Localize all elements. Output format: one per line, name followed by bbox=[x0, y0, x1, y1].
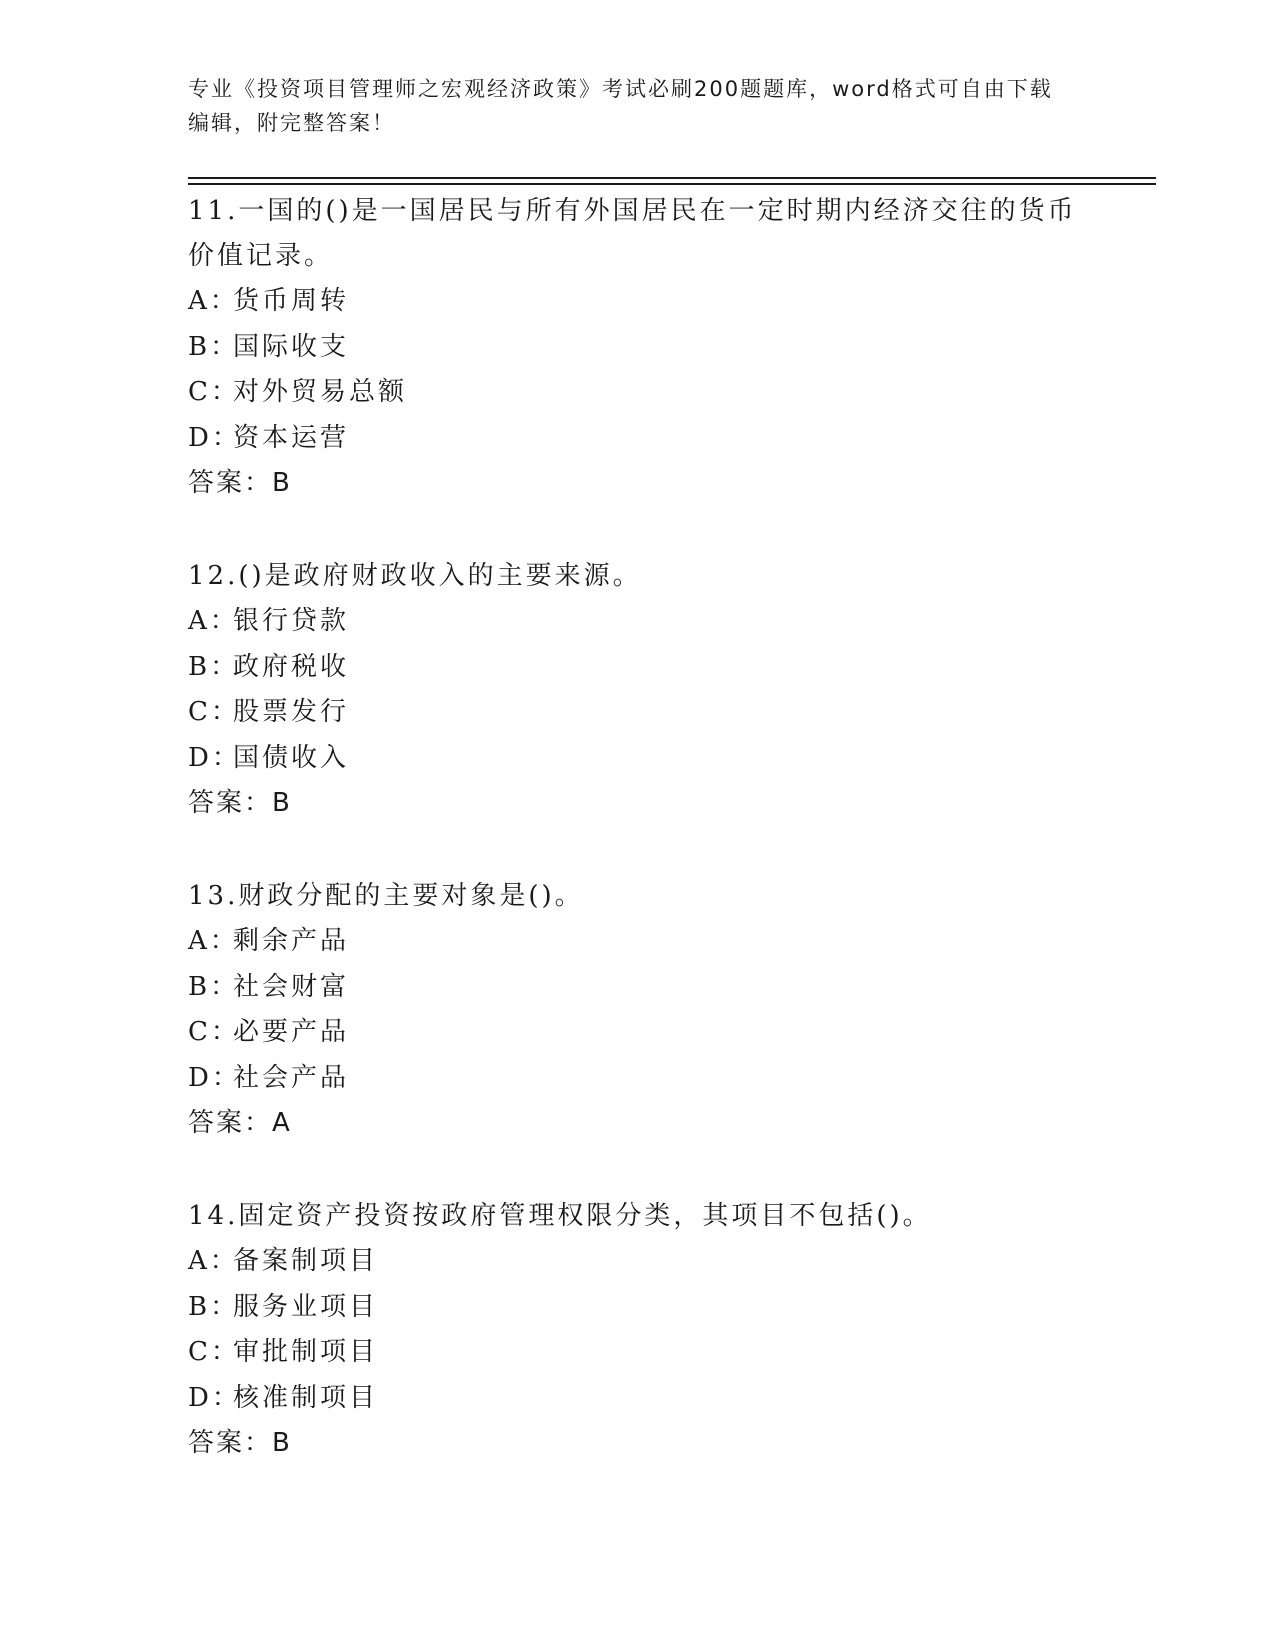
option-key: D： bbox=[188, 422, 241, 453]
option-text: 审批制项目 bbox=[233, 1337, 379, 1367]
option-d bbox=[188, 1056, 1088, 1102]
option-c bbox=[188, 1010, 1088, 1056]
option-b bbox=[188, 645, 1088, 691]
question-stem: 11.一国的()是一国居民与所有外国居民在一定时期内经济交往的货币价值记录。 bbox=[188, 196, 1077, 271]
question-14 bbox=[188, 1194, 1088, 1466]
option-key: A： bbox=[188, 606, 239, 636]
option-text: 资本运营 bbox=[233, 422, 350, 453]
option-key: B： bbox=[188, 331, 240, 362]
question-12 bbox=[188, 554, 1088, 826]
option-key: A： bbox=[188, 286, 239, 316]
option-d bbox=[188, 736, 1088, 782]
option-c bbox=[188, 690, 1088, 736]
option-text: 国债收入 bbox=[233, 742, 350, 773]
option-d bbox=[188, 1376, 1088, 1422]
option-b bbox=[188, 325, 1088, 371]
option-text: 政府税收 bbox=[233, 651, 350, 682]
option-key: C： bbox=[188, 697, 240, 727]
option-key: A： bbox=[188, 926, 239, 956]
option-a bbox=[188, 1239, 1088, 1285]
option-key: C： bbox=[188, 1017, 240, 1047]
document-header: 专业《投资项目管理师之宏观经济政策》考试必刷200题题库，word格式可自由下载编辑，附完整答案！ bbox=[188, 77, 1053, 135]
question-stem: 13.财政分配的主要对象是()。 bbox=[188, 881, 584, 911]
option-text: 核准制项目 bbox=[233, 1382, 379, 1413]
option-key: B： bbox=[188, 651, 240, 682]
option-key: D： bbox=[188, 742, 241, 773]
option-text: 货币周转 bbox=[233, 286, 350, 316]
header-divider-top bbox=[188, 177, 1156, 179]
option-text: 国际收支 bbox=[233, 331, 350, 362]
option-key: C： bbox=[188, 1337, 240, 1367]
option-text: 备案制项目 bbox=[233, 1246, 379, 1276]
option-text: 对外贸易总额 bbox=[233, 377, 408, 407]
option-text: 银行贷款 bbox=[233, 606, 350, 636]
option-text: 必要产品 bbox=[233, 1017, 350, 1047]
option-text: 社会产品 bbox=[233, 1062, 350, 1093]
option-key: D： bbox=[188, 1062, 241, 1093]
question-13 bbox=[188, 874, 1088, 1146]
option-b bbox=[188, 965, 1088, 1011]
question-11 bbox=[188, 189, 1088, 506]
option-a bbox=[188, 919, 1088, 965]
option-c bbox=[188, 370, 1088, 416]
answer-line: 答案：A bbox=[188, 1108, 292, 1138]
option-key: B： bbox=[188, 971, 240, 1002]
option-text: 股票发行 bbox=[233, 697, 350, 727]
option-key: A： bbox=[188, 1246, 239, 1276]
question-stem: 12.()是政府财政收入的主要来源。 bbox=[188, 561, 642, 591]
option-key: D： bbox=[188, 1382, 241, 1413]
answer-line: 答案：B bbox=[188, 788, 292, 818]
answer-line: 答案：B bbox=[188, 1428, 292, 1458]
option-key: B： bbox=[188, 1291, 240, 1322]
option-a bbox=[188, 599, 1088, 645]
option-b bbox=[188, 1285, 1088, 1331]
option-d bbox=[188, 416, 1088, 462]
option-key: C： bbox=[188, 377, 240, 407]
answer-line: 答案：B bbox=[188, 468, 292, 498]
header-divider-bottom bbox=[188, 183, 1156, 185]
option-a bbox=[188, 279, 1088, 325]
option-text: 服务业项目 bbox=[233, 1291, 379, 1322]
option-text: 社会财富 bbox=[233, 971, 350, 1002]
option-c bbox=[188, 1330, 1088, 1376]
option-text: 剩余产品 bbox=[233, 926, 350, 956]
question-stem: 14.固定资产投资按政府管理权限分类，其项目不包括()。 bbox=[188, 1201, 932, 1231]
